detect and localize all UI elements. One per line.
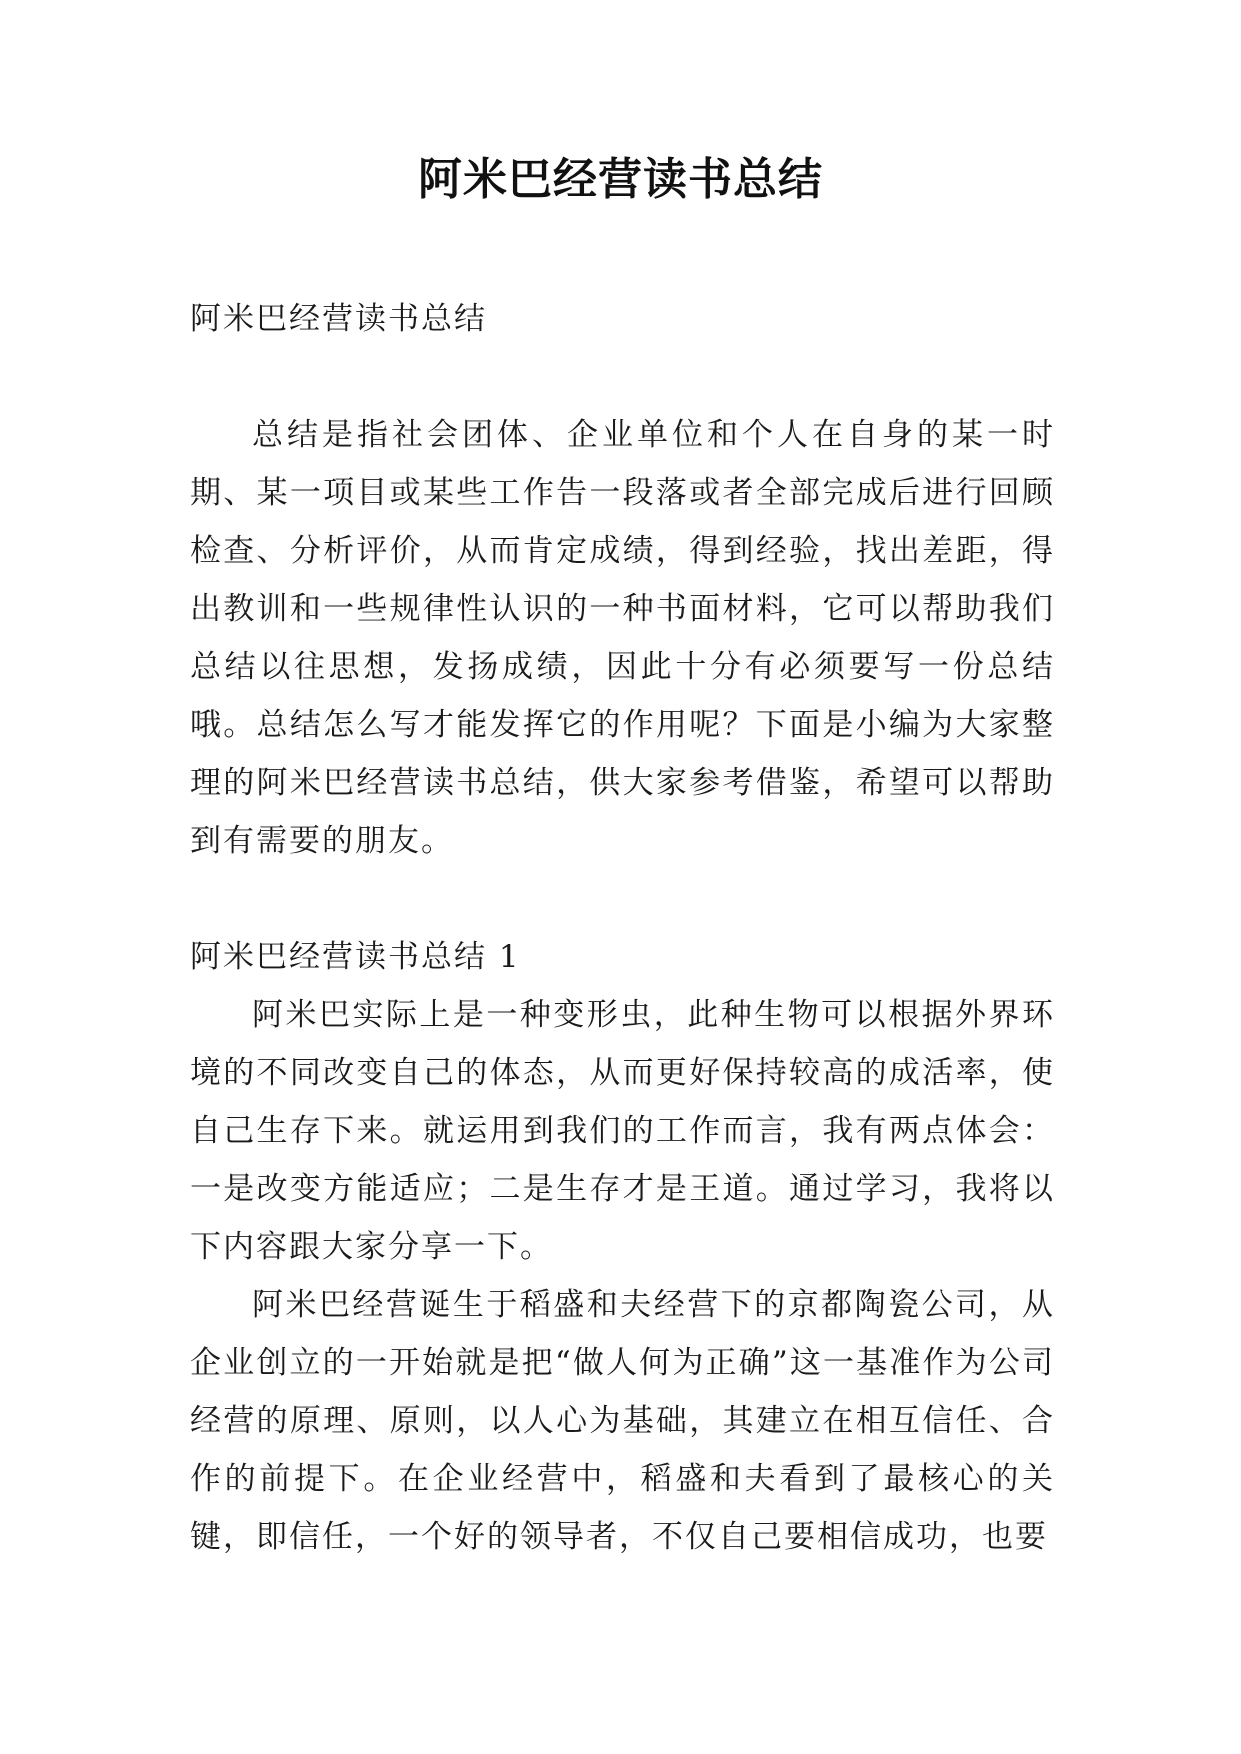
document-body [190, 290, 1055, 1566]
document-title: 阿米巴经营读书总结 [418, 154, 823, 205]
section-heading: 阿米巴经营读书总结 1 [190, 939, 521, 975]
spacer [190, 870, 1055, 928]
section-paragraph: 阿米巴经营诞生于稻盛和夫经营下的京都陶瓷公司，从企业创立的一开始就是把“做人何为正确”这一基准作为公司经营的原理、原则，以人心为基础，其建立在相互信任、合作的前提下。在企业经营中，稻盛和夫看到了最核心的关键，即信任，一个好的领导者，不仅自己要相信成功，也要 [190, 1287, 1055, 1555]
intro-paragraph: 总结是指社会团体、企业单位和个人在自身的某一时期、某一项目或某些工作告一段落或者全部完成后进行回顾检查、分析评价，从而肯定成绩，得到经验，找出差距，得出教训和一些规律性认识的一种书面材料，它可以帮助我们总结以往思想，发扬成绩，因此十分有必须要写一份总结哦。总结怎么写才能发挥它的作用呢？下面是小编为大家整理的阿米巴经营读书总结，供大家参考借鉴，希望可以帮助到有需要的朋友。 [190, 417, 1055, 859]
spacer [190, 348, 1055, 406]
section-paragraph: 阿米巴实际上是一种变形虫，此种生物可以根据外界环境的不同改变自己的体态，从而更好保持较高的成活率，使自己生存下来。就运用到我们的工作而言，我有两点体会：一是改变方能适应；二是生存才是王道。通过学习，我将以下内容跟大家分享一下。 [190, 997, 1055, 1265]
document-subtitle: 阿米巴经营读书总结 [190, 301, 487, 337]
